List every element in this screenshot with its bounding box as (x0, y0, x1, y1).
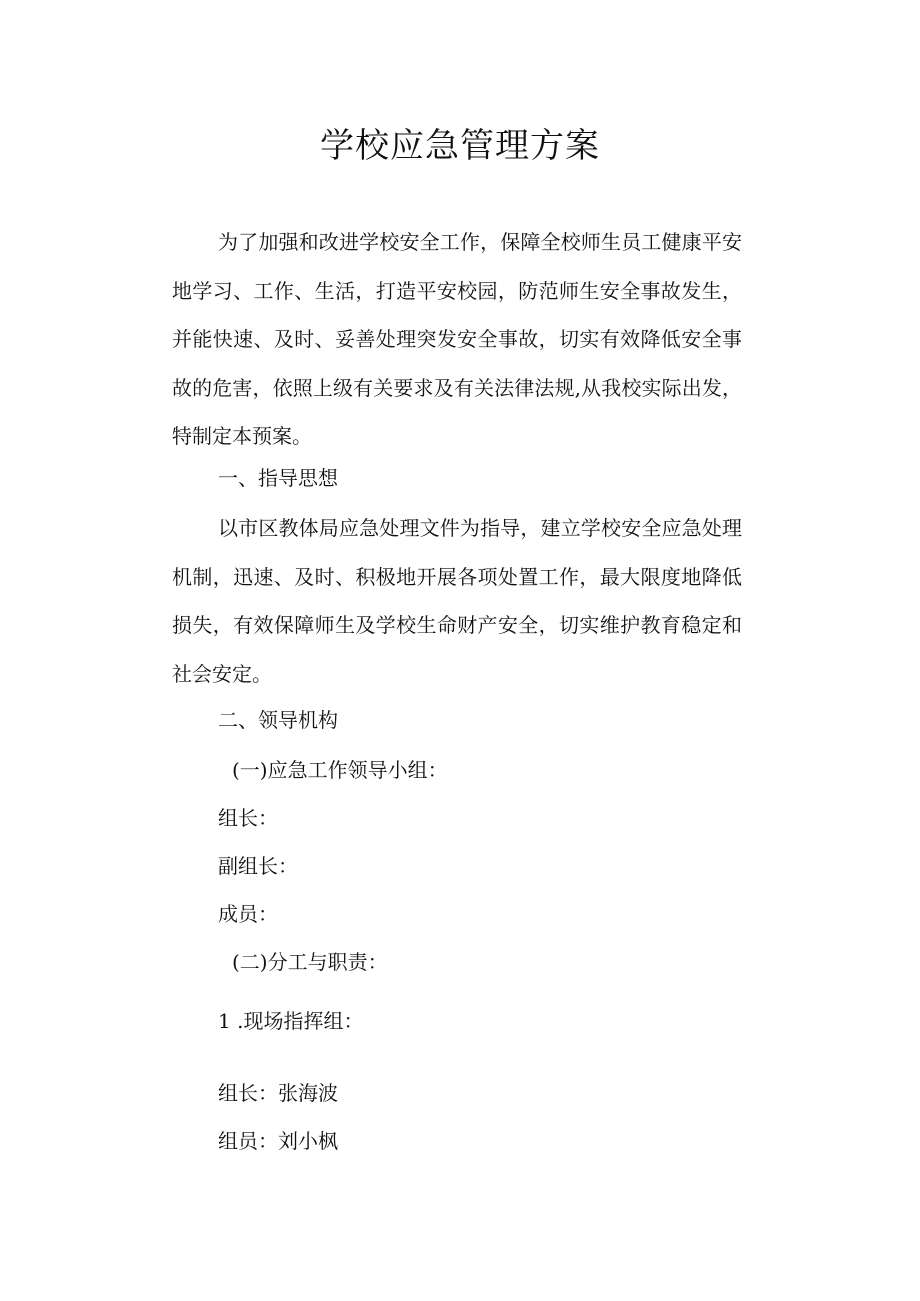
section1-heading: 一、指导思想 (218, 466, 338, 490)
document-title: 学校应急管理方案 (320, 126, 600, 166)
item1-heading: 1 .现场指挥组： (218, 1009, 364, 1033)
deputy-leader-label: 副组长： (218, 854, 298, 878)
section1-paragraph: 以市区教体局应急处理文件为指导，建立学校安全应急处理机制，迅速、及时、积极地开展各项处置工作，最大限度地降低损失，有效保障师生及学校生命财产安全，切实维护教育稳定和社会安定。 (172, 516, 742, 686)
section2-heading: 二、领导机构 (218, 708, 338, 732)
subsection1-heading: (一)应急工作领导小组： (232, 758, 448, 782)
subsection2-heading: (二)分工与职责： (232, 950, 388, 974)
item1-leader: 组长：张海波 (218, 1081, 338, 1105)
intro-paragraph: 为了加强和改进学校安全工作，保障全校师生员工健康平安地学习、工作、生活，打造平安校园，防范师生安全事故发生，并能快速、及时、妥善处理突发安全事故，切实有效降低安全事故的危害，依照上级有关要求及有关法律法规,从我校实际出发，特制定本预案。 (172, 230, 742, 448)
item1-member: 组员：刘小枫 (218, 1129, 338, 1153)
leader-label: 组长： (218, 806, 278, 830)
members-label: 成员： (218, 902, 278, 926)
